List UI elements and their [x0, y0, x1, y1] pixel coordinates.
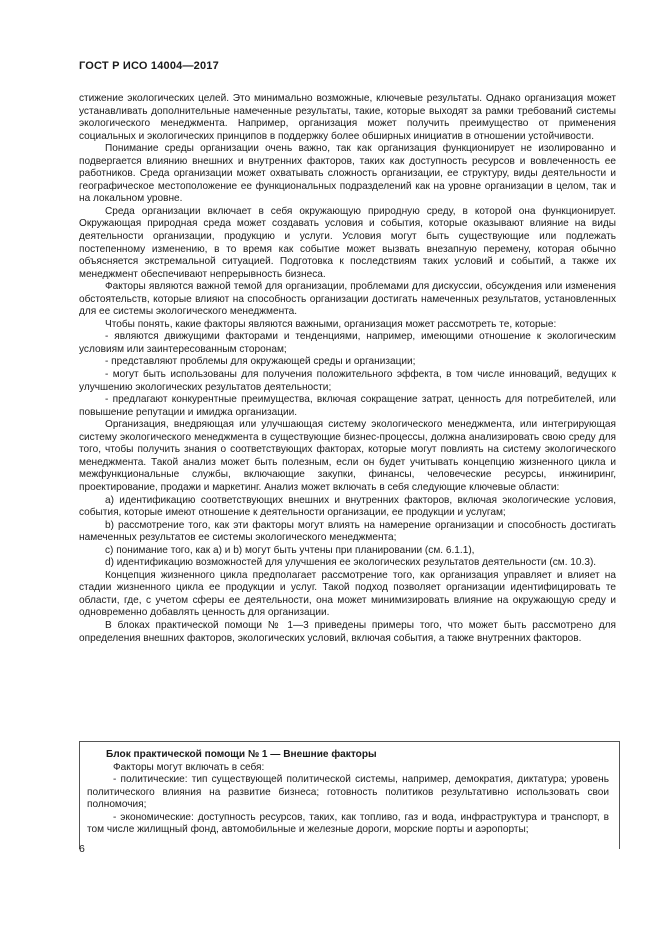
list-item: c) понимание того, как a) и b) могут быть учтены при планировании (см. 6.1.1),	[105, 544, 475, 556]
list-item: - могут быть использованы для получения положительного эффекта, в том числе инноваций, ведущих к улучшению экологических результатов деятельности;	[79, 369, 616, 393]
paragraph: Чтобы понять, какие факторы являются важными, организация может рассмотреть те, которые:	[105, 318, 557, 330]
paragraph: Факторы являются важной темой для организации, проблемами для дискуссии, обсуждения или изменения обстоятельств, которые влияют на способность организации достигать намеченных результатов, установленных для ее системы экологического менеджмента.	[79, 281, 616, 318]
paragraph: Концепция жизненного цикла предполагает рассмотрение того, как организация управляет и влияет на стадии жизненного цикла ее продукции и услуг. Такой подход позволяет организации идентифицировать те области, где, с учетом сферы ее деятельности, она может минимизировать влияние на окружающую среду и одновременно добавлять ценность для организации.	[79, 569, 616, 619]
document-body	[79, 93, 616, 645]
list-item: - представляют проблемы для окружающей среды и организации;	[105, 356, 416, 368]
box-title: Блок практической помощи № 1 — Внешние факторы	[106, 749, 377, 760]
list-item: - предлагают конкурентные преимущества, включая сокращение затрат, ценность для потребителей, или повышение репутации и имиджа организации.	[79, 394, 616, 418]
box-line: Факторы могут включать в себя:	[113, 761, 265, 773]
practical-help-box	[79, 741, 620, 849]
list-item: b) рассмотрение того, как эти факторы могут влиять на намерение организации и способность достигать намеченных результатов ее системы экологического менеджмента;	[79, 519, 616, 544]
document-header: ГОСТ Р ИСО 14004—2017	[79, 60, 219, 72]
paragraph: Организация, внедряющая или улучшающая систему экологического менеджмента, или интегрирующая систему экологического менеджмента в существующие бизнес-процессы, должна анализировать свою среду для того, чтобы получить знания о соответствующих факторах, которые могут повлиять на систему экологического менеджмента. Такой анализ может быть полезным, если он будет учитывать концепцию жизненного цикла и межфункциональные службы, включающие закупки, финансы, человеческие ресурсы, инжиниринг, проектирование, продажи и маркетинг. Анализ может включать в себя следующие ключевые области:	[79, 419, 616, 493]
page-number: 6	[79, 843, 85, 855]
practical-help-box-content	[87, 749, 609, 837]
paragraph: В блоках практической помощи № 1—3 приведены примеры того, что может быть рассмотрено для определения внешних факторов, экологических условий, включая события, а также внутренних факторов.	[79, 619, 616, 644]
paragraph: Понимание среды организации очень важно, так как организация функционирует не изолированно и подвергается влиянию внешних и внутренних факторов, таких как доступность ресурсов и вовлеченность ее работников. Среда организации может охватывать сложность организации, ее структуру, виды деятельности и географическое местоположение ее функциональных подразделений как на уровне организации в целом, так и на локальном уровне.	[79, 143, 616, 205]
list-item: а) идентификацию соответствующих внешних и внутренних факторов, включая экологические условия, события, которые имеют отношение к деятельности организации, ее продукции и услугам;	[79, 494, 616, 519]
paragraph: стижение экологических целей. Это минимально возможные, ключевые результаты. Однако организация может устанавливать дополнительные намеченные результаты, такие, которые выходят за рамки требований системы экологического менеджмента. Например, организация может получить преимущество от применения социальных и экологических принципов в поддержку более обширных инициатив в отношении устойчивости.	[79, 93, 616, 142]
list-item: - являются движущими факторами и тенденциями, например, имеющими отношение к экологическим условиям или заинтересованным сторонам;	[79, 331, 616, 355]
paragraph: Среда организации включает в себя окружающую природную среду, в которой она функционирует. Окружающая природная среда может создавать условия и события, которые оказывают влияние на виды деятельности организации, продукцию и услуги. Условия могут быть существующие или подлежать постепенному изменению, в то время как событие может вызвать внезапную перемену, которая обычно объясняется экстремальной ситуацией. Подготовка к последствиям таких условий и событий, а также их менеджмент обеспечивают непрерывность бизнеса.	[79, 205, 616, 280]
box-line: - экономические: доступность ресурсов, таких, как топливо, газ и вода, инфраструктура и транспорт, в том числе жилищный фонд, автомобильные и железные дороги, морские порты и аэропорты;	[87, 811, 609, 836]
list-item: d) идентификацию возможностей для улучшения ее экологических результатов деятельности (см. 10.3).	[105, 557, 597, 569]
box-line: - политические: тип существующей политической системы, например, демократия, диктатура; уровень политического влияния на развитие бизнеса; готовность политиков результативно использовать свои полномочия;	[87, 774, 609, 811]
